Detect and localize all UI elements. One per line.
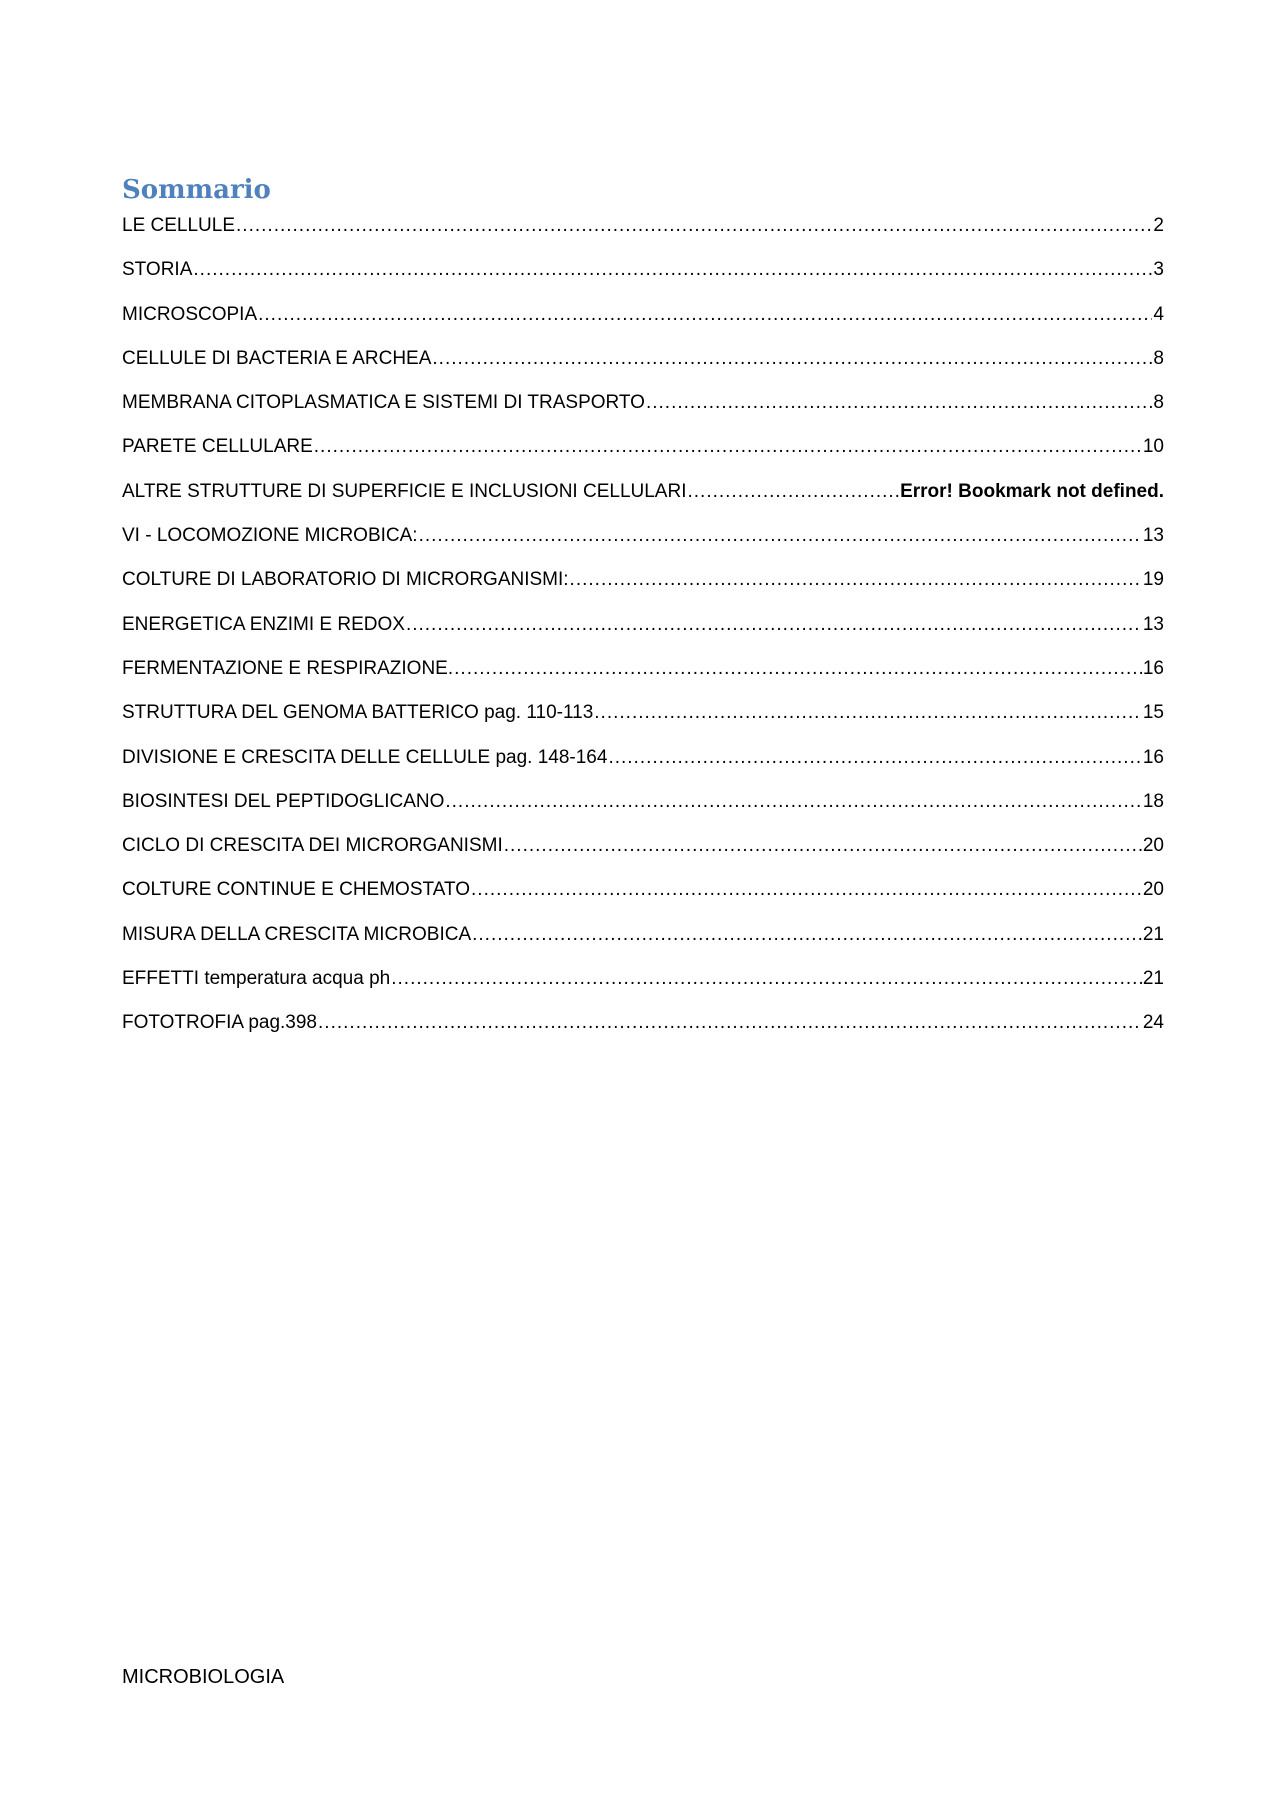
toc-entry-label: LE CELLULE	[122, 215, 236, 236]
toc-dot-leader	[646, 389, 1152, 417]
toc-entry-label: CICLO DI CRESCITA DEI MICRORGANISMI	[122, 835, 503, 857]
toc-entry-page-number: 2	[1153, 215, 1164, 236]
toc-entry-label: MICROSCOPIA	[122, 303, 258, 325]
toc-entry-page-number: 24	[1142, 1012, 1164, 1034]
toc-entry[interactable]	[122, 1009, 1164, 1053]
toc-entry-page-number: 10	[1142, 436, 1164, 458]
toc-entry-label: COLTURE CONTINUE E CHEMOSTATO	[122, 879, 471, 901]
toc-entry[interactable]	[122, 611, 1164, 655]
toc-dot-leader	[258, 301, 1152, 329]
toc-entry-label: FOTOTROFIA pag.398	[122, 1012, 318, 1034]
toc-title: Sommario	[122, 175, 271, 205]
page-footer: MICROBIOLOGIA	[122, 1666, 285, 1688]
toc-dot-leader	[504, 832, 1142, 860]
toc-entry-label: CELLULE DI BACTERIA E ARCHEA	[122, 347, 432, 369]
toc-entry[interactable]	[122, 965, 1164, 1009]
toc-entry[interactable]	[122, 256, 1164, 300]
toc-dot-leader	[314, 433, 1142, 461]
toc-entry-page-number: 13	[1142, 613, 1164, 635]
toc-entry-label: ALTRE STRUTTURE DI SUPERFICIE E INCLUSIONI CELLULARI	[122, 480, 687, 502]
toc-entry-page-number: 21	[1142, 968, 1164, 990]
toc-entry[interactable]	[122, 921, 1164, 965]
toc-entry-page-number: Error! Bookmark not defined.	[900, 480, 1164, 502]
toc-entry-page-number: 19	[1142, 569, 1164, 591]
toc-entry[interactable]	[122, 212, 1164, 256]
toc-entry[interactable]	[122, 301, 1164, 345]
toc-entry[interactable]	[122, 655, 1164, 699]
toc-dot-leader	[419, 522, 1142, 550]
toc-dot-leader	[608, 744, 1141, 772]
toc-entry[interactable]	[122, 345, 1164, 389]
toc-entry[interactable]	[122, 522, 1164, 566]
toc-entry[interactable]	[122, 876, 1164, 920]
toc-entry-label: BIOSINTESI DEL PEPTIDOGLICANO	[122, 790, 445, 812]
toc-entry-label: ENERGETICA ENZIMI E REDOX	[122, 613, 405, 635]
toc-entry[interactable]	[122, 699, 1164, 743]
toc-entry[interactable]	[122, 788, 1164, 832]
toc-dot-leader	[432, 345, 1152, 373]
toc-entry-label: VI - LOCOMOZIONE MICROBICA:	[122, 525, 418, 547]
toc-dot-leader	[318, 1009, 1142, 1037]
toc-entry[interactable]	[122, 832, 1164, 876]
toc-dot-leader	[570, 566, 1142, 594]
toc-dot-leader	[445, 788, 1141, 816]
toc-entry-page-number: 16	[1142, 657, 1164, 679]
toc-entry-page-number: 20	[1142, 879, 1164, 901]
toc-dot-leader	[471, 876, 1142, 904]
toc-entry[interactable]	[122, 389, 1164, 433]
toc-entry-label: STORIA	[122, 259, 193, 281]
toc-dot-leader	[391, 965, 1142, 993]
toc-entry-label: STRUTTURA DEL GENOMA BATTERICO pag. 110-113	[122, 702, 594, 724]
toc-entry-label: MISURA DELLA CRESCITA MICROBICA	[122, 923, 472, 945]
toc-entry-label: DIVISIONE E CRESCITA DELLE CELLULE pag. 148-164	[122, 746, 608, 768]
toc-dot-leader	[472, 921, 1142, 949]
toc-entry-label: COLTURE DI LABORATORIO DI MICRORGANISMI:	[122, 569, 569, 591]
toc-entry-label: MEMBRANA CITOPLASMATICA E SISTEMI DI TRASPORTO	[122, 392, 645, 414]
toc-entry[interactable]	[122, 433, 1164, 477]
toc-dot-leader	[594, 699, 1142, 727]
toc-entry[interactable]	[122, 744, 1164, 788]
toc-dot-leader	[687, 478, 899, 506]
toc-entry-page-number: 8	[1153, 392, 1164, 414]
toc-dot-leader	[236, 212, 1152, 240]
table-of-contents	[122, 212, 1164, 1054]
toc-entry-page-number: 16	[1142, 746, 1164, 768]
toc-entry-page-number: 15	[1142, 702, 1164, 724]
toc-entry[interactable]	[122, 478, 1164, 522]
toc-entry-page-number: 13	[1142, 525, 1164, 547]
toc-entry-page-number: 8	[1153, 347, 1164, 369]
toc-dot-leader	[406, 611, 1142, 639]
toc-entry-label: EFFETTI temperatura acqua ph	[122, 968, 391, 990]
toc-entry-page-number: 21	[1142, 923, 1164, 945]
toc-entry[interactable]	[122, 566, 1164, 610]
toc-dot-leader	[193, 256, 1152, 284]
toc-entry-page-number: 3	[1153, 259, 1164, 281]
toc-entry-page-number: 18	[1142, 790, 1164, 812]
toc-entry-page-number: 4	[1153, 303, 1164, 325]
toc-entry-label: PARETE CELLULARE	[122, 436, 313, 458]
toc-entry-page-number: 20	[1142, 835, 1164, 857]
toc-dot-leader	[454, 655, 1142, 683]
toc-entry-label: FERMENTAZIONE E RESPIRAZIONE.	[122, 657, 454, 679]
